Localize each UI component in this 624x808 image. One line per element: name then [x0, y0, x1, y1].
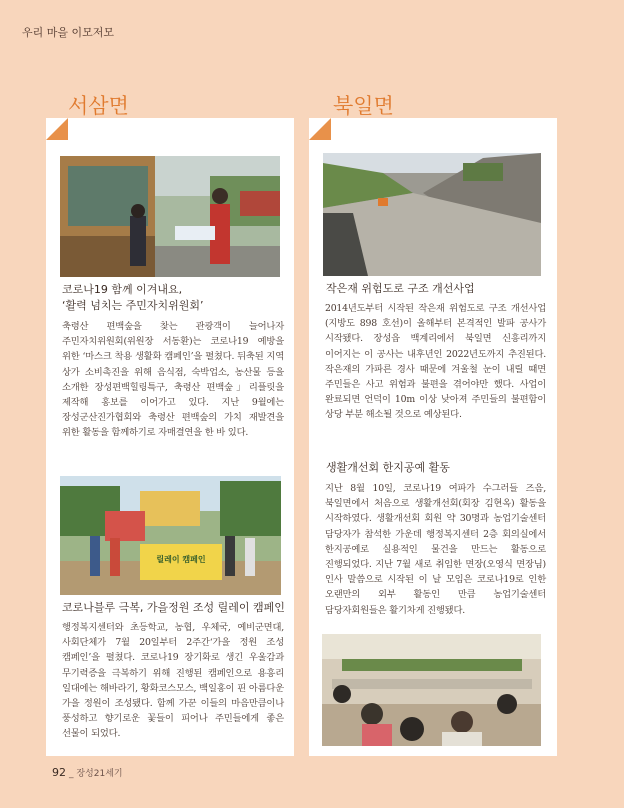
left-article2-body: 행정복지센터와 초등학교, 농협, 우체국, 예비군면대, 사회단체가 7월 20일부터 2주간‘가을 정원 조성 캠페인’을 펼쳤다. 코로나19 장기화로 생긴 우울감과 무기력증을 극복하기 위해 진행된 캠페인으로 용흥리 일대에는 해바라기, 황화코스모스, 백일홍이 핀 아름다운 가을 정원이 조성됐다. 함께 가꾼 이들의 마음만큼이나 풍성하고 향기로운 꽃들이 피어나 주민들에게 좋은 선물이 되었다. [62, 622, 284, 740]
page-number: 92 [52, 766, 66, 779]
right-article2-title: 생활개선회 한지공예 활동 [326, 461, 450, 474]
right-article2-body: 지난 8월 10일, 코로나19 여파가 수그러들 즈음, 북일면에서 처음으로 생활개선회(회장 김현옥) 활동을 시작하였다. 생활개선회 회원 약 30명과 농업기술센터 담당자가 참석한 가운데 행정복지센터 2층 회의실에서 한지공예로 실용적인 물건을 만드는 활동으로 진행되었다. 지난 7월 새로 취임한 면장(오영식 면장님) 인사 말씀으로 시작된 이 날 모임은 코로나19로 인한 오랜만의 외부 활동인 만큼 농업기술센터 담당자회원들은 활기차게 진행됐다. [325, 483, 546, 616]
page-footer [52, 766, 123, 779]
left-article2-title: 코로나블루 극복, 가을정원 조성 릴레이 캠페인 [62, 601, 285, 614]
section-label: 우리 마을 이모저모 [22, 26, 115, 39]
left-article1-title-line2: ‘활력 넘치는 주민자치위원회’ [62, 299, 204, 312]
mask-campaign-photo [60, 156, 280, 277]
left-corner-accent [46, 118, 68, 140]
left-article1-title-line1: 코로나19 함께 이겨내요, [62, 283, 183, 296]
road-construction-photo [323, 153, 541, 276]
left-article1-title [62, 282, 286, 314]
left-article1-body: 축령산 편백숲을 찾는 관광객이 늘어나자 주민자치위원회(위원장 서동환)는 코로나19 예방을 위한 ‘마스크 착용 생활화 캠페인’을 펼쳤다. 뒤축된 지역 상가 소비촉진을 위해 음식점, 숙박업소, 농산물 등을 소개한 장성편백힐링특구, 축령산 편백숲」리플릿을 제작해 홍보를 이어가고 있다. 지난 9월에는 장성군산진가협회와 축령산 편백숲의 가치 재발견을 위한 활동을 함께하기로 자매결연을 한 바 있다. [62, 321, 284, 439]
meeting-photo [322, 634, 541, 746]
banner-text: 릴레이 캠페인 [156, 555, 206, 564]
column-title-seosam: 서삼면 [68, 94, 129, 118]
garden-campaign-photo [60, 476, 281, 595]
magazine-name: _ 장성21세기 [69, 769, 123, 779]
column-title-bugil: 북일면 [333, 94, 394, 118]
right-corner-accent [309, 118, 331, 140]
right-article1-body: 2014년도부터 시작된 작은재 위험도로 구조 개선사업(지방도 898 호선)이 올해부터 본격적인 발파 공사가 시작됐다. 장성읍 백계리에서 북일면 신흥리까지 이어지는 이 공사는 내후년인 2022년도까지 추진된다. 작은재의 가파른 경사 때문에 겨울철 눈이 내릴 때면 주민들은 사고 위험과 불편을 겪어야만 했다. 사업이 완료되면 언덕이 10m 이상 낮아져 주민들의 불편함이 상당 부분 해소될 것으로 예상된다. [325, 303, 546, 421]
right-article1-title: 작은재 위험도로 구조 개선사업 [326, 282, 475, 295]
